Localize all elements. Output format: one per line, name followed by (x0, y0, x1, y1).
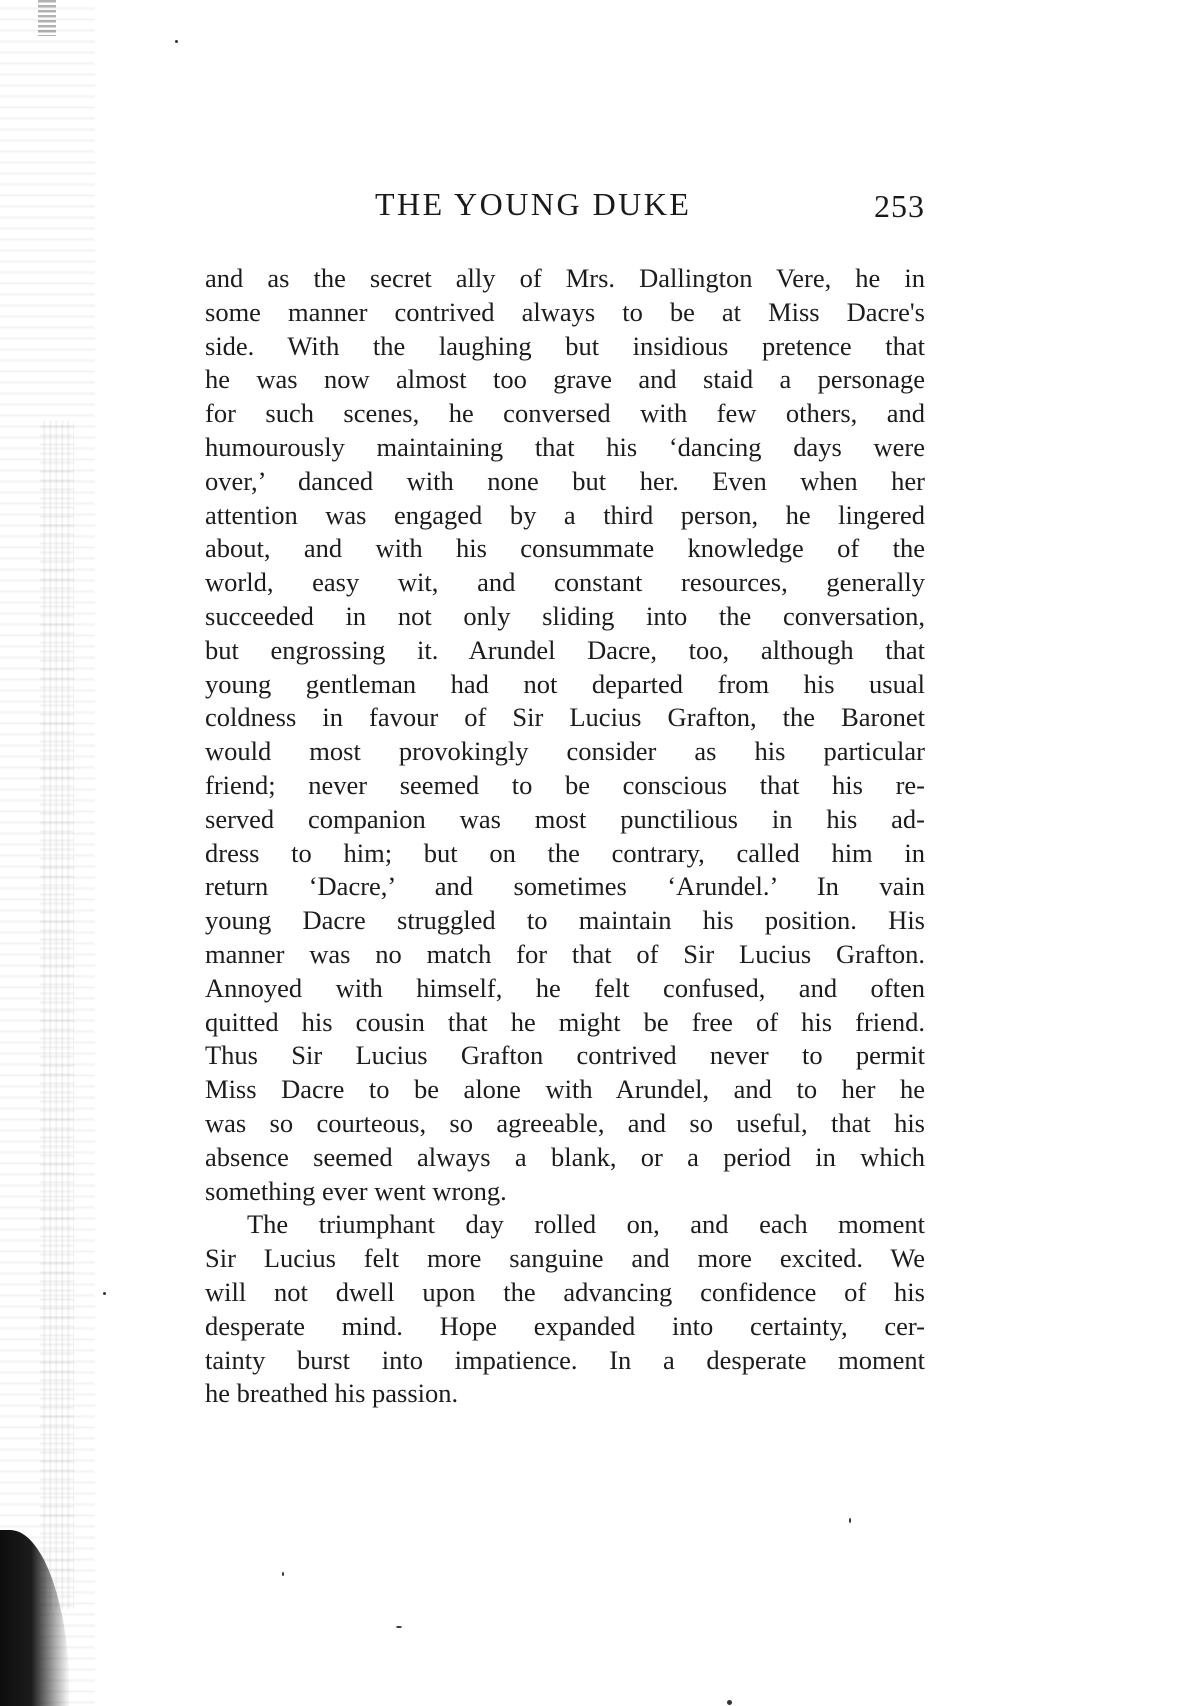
text-line: some manner contrived always to be at Miss Dacre's (205, 296, 925, 327)
text-line: world, easy wit, and constant resources, generally (205, 567, 925, 598)
text-line: Miss Dacre to be alone with Arundel, and to her he (205, 1074, 925, 1105)
dust-speck (103, 1292, 106, 1295)
page-number: 253 (874, 188, 925, 224)
text-line: served companion was most punctilious in his ad- (205, 803, 925, 834)
text-line: attention was engaged by a third person, he lingered (205, 499, 925, 530)
text-line: will not dwell upon the advancing confidence of his (205, 1276, 925, 1307)
text-line: Annoyed with himself, he felt confused, and often (205, 972, 925, 1003)
dust-speck (282, 1572, 284, 1576)
dust-speck (396, 1626, 402, 1628)
dust-speck (849, 1518, 851, 1523)
text-body (205, 262, 925, 1411)
text-line: quitted his cousin that he might be free of his friend. (205, 1006, 925, 1037)
text-line: he was now almost too grave and staid a personage (205, 364, 925, 395)
text-line: friend; never seemed to be conscious that his re- (205, 769, 925, 800)
text-line: over,’ danced with none but her. Even when her (205, 465, 925, 496)
text-line: young gentleman had not departed from his usual (205, 668, 925, 699)
text-line: would most provokingly consider as his particular (205, 736, 925, 767)
text-line: humourously maintaining that his ‘dancing days were (205, 431, 925, 462)
text-line: absence seemed always a blank, or a period in which (205, 1141, 925, 1172)
text-line: Sir Lucius felt more sanguine and more excited. We (205, 1243, 925, 1274)
text-line: something ever went wrong. (205, 1175, 507, 1206)
text-line: coldness in favour of Sir Lucius Grafton, the Baronet (205, 702, 925, 733)
text-line: but engrossing it. Arundel Dacre, too, although that (205, 634, 925, 665)
gutter-speckle-texture (40, 420, 74, 1610)
scan-mark (38, 0, 56, 36)
dust-speck (727, 1700, 732, 1705)
text-line: The triumphant day rolled on, and each moment (247, 1209, 925, 1240)
dust-speck (175, 40, 178, 43)
text-line: about, and with his consummate knowledge of the (205, 533, 925, 564)
text-line: he breathed his passion. (205, 1378, 459, 1409)
text-line: return ‘Dacre,’ and sometimes ‘Arundel.’ In vain (205, 871, 925, 902)
text-line: was so courteous, so agreeable, and so useful, that his (205, 1107, 925, 1138)
text-line: tainty burst into impatience. In a desperate moment (205, 1344, 925, 1375)
text-line: for such scenes, he conversed with few others, and (205, 398, 925, 429)
text-line: dress to him; but on the contrary, called him in (205, 837, 925, 868)
text-line: desperate mind. Hope expanded into certainty, cer- (205, 1310, 925, 1341)
running-title: THE YOUNG DUKE (375, 186, 692, 222)
text-line: and as the secret ally of Mrs. Dallington Vere, he in (205, 263, 925, 293)
text-line: succeeded in not only sliding into the conversation, (205, 600, 925, 631)
running-header (205, 186, 925, 236)
text-line: manner was no match for that of Sir Lucius Grafton. (205, 938, 925, 969)
text-line: side. With the laughing but insidious pretence that (205, 330, 925, 361)
text-line: young Dacre struggled to maintain his position. His (205, 905, 925, 936)
text-line: Thus Sir Lucius Grafton contrived never to permit (205, 1040, 925, 1071)
